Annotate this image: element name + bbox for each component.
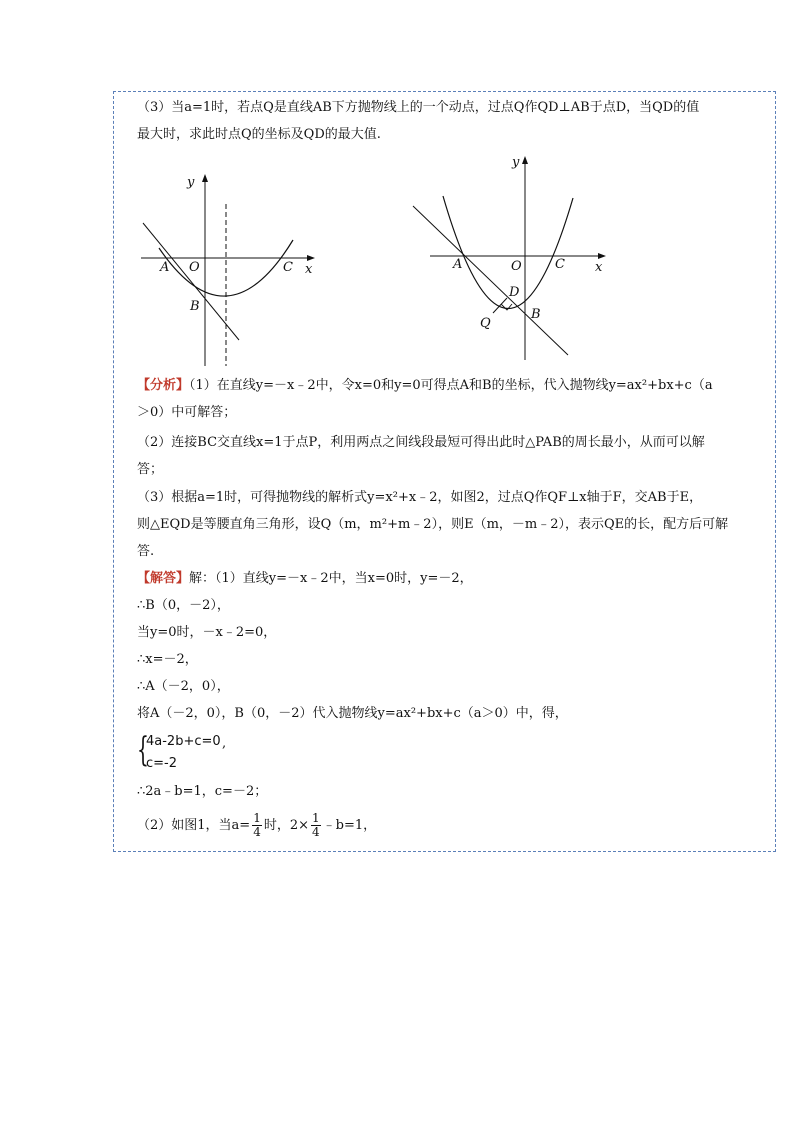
analysis-a2-line2: 答；: [137, 462, 164, 477]
solution-s5: ∴A（－2，0），: [137, 679, 230, 694]
fig2-label-x: x: [595, 260, 603, 275]
solution-s8-pre: （2）如图1，当a=: [137, 818, 251, 833]
analysis-a1-line2: ＞0）中可解答；: [137, 405, 237, 420]
figure-1: [135, 168, 325, 370]
solution-s8: [137, 812, 376, 840]
analysis-a3-line3: 答.: [137, 544, 155, 559]
analysis-a1-line1: （1）在直线y=－x﹣2中，令x=0和y=0可得点A和B的坐标，代入抛物线y=ax²+bx+c（a: [189, 378, 713, 393]
figure-2: [405, 150, 615, 362]
fig2-label-B: B: [531, 307, 541, 322]
analysis-a3-line1: （3）根据a=1时，可得抛物线的解析式y=x²+x﹣2，如图2，过点Q作QF⊥x轴于F，交AB于E，: [137, 490, 703, 505]
solution-tag: 【解答】: [137, 571, 190, 586]
fig1-label-y: y: [187, 175, 195, 190]
equation-comma: ,: [222, 736, 227, 751]
fig1-x-arrow: [307, 255, 315, 261]
fig2-right-angle: [501, 304, 512, 310]
fig2-label-y: y: [512, 155, 520, 170]
solution-s8-post: ﹣b=1，: [322, 818, 377, 833]
equation-brace: {: [137, 730, 149, 770]
fraction-denominator: 4: [253, 825, 261, 839]
solution-s8-mid: 时，2×: [263, 818, 309, 833]
fig1-label-C: C: [283, 260, 293, 275]
fig1-line-ab: [143, 223, 239, 340]
fig2-line-ab: [413, 206, 568, 355]
fraction-numerator: 1: [253, 811, 261, 825]
analysis-a3-line2: 则△EQD是等腰直角三角形，设Q（m，m²+m﹣2），则E（m，－m﹣2），表示QE的长，配方后可解: [137, 517, 729, 532]
solution-s3: 当y=0时，－x﹣2=0，: [137, 625, 277, 640]
fig2-label-O: O: [511, 259, 522, 274]
solution-line1: [137, 571, 473, 587]
fig2-y-arrow: [522, 156, 528, 164]
fig2-label-A: A: [453, 257, 463, 272]
equation-system-line1: 4a-2b+c=0: [146, 734, 221, 749]
solution-s6: 将A（－2，0），B（0，－2）代入抛物线y=ax²+bx+c（a＞0）中，得，: [137, 706, 568, 721]
solution-s7: ∴2a﹣b=1，c=－2；: [137, 784, 268, 799]
fig2-parabola: [443, 196, 573, 309]
fraction-one-quarter-a: [252, 812, 262, 839]
analysis-a2-line1: （2）连接BC交直线x=1于点P，利用两点之间线段最短可得出此时△PAB的周长最小，从而可以解: [137, 435, 705, 450]
fig1-label-O: O: [189, 260, 200, 275]
fraction-denominator: 4: [312, 825, 320, 839]
fig2-x-arrow: [598, 253, 606, 259]
solution-s2: ∴B（0，－2），: [137, 598, 230, 613]
fig2-label-D: D: [509, 285, 520, 300]
analysis-line1: [137, 378, 713, 394]
fig1-label-x: x: [305, 262, 313, 277]
fraction-one-quarter-b: [311, 812, 321, 839]
fig1-label-A: A: [160, 260, 170, 275]
problem-q3-line1: （3）当a=1时，若点Q是直线AB下方抛物线上的一个动点，过点Q作QD⊥AB于点D，当QD的值: [137, 100, 700, 115]
fraction-numerator: 1: [312, 811, 320, 825]
fig1-label-B: B: [190, 299, 200, 314]
fig1-y-arrow: [202, 174, 208, 182]
problem-q3-line2: 最大时，求此时点Q的坐标及QD的最大值.: [137, 127, 381, 142]
analysis-tag: 【分析】: [137, 378, 190, 393]
equation-system-line2: c=-2: [146, 756, 178, 771]
solution-s1: 解：（1）直线y=－x﹣2中，当x=0时，y=－2，: [189, 571, 473, 586]
fig2-label-Q: Q: [480, 316, 491, 331]
fig2-segment-qd: [493, 298, 507, 313]
fig2-label-C: C: [555, 257, 565, 272]
solution-s4: ∴x=－2，: [137, 652, 198, 667]
